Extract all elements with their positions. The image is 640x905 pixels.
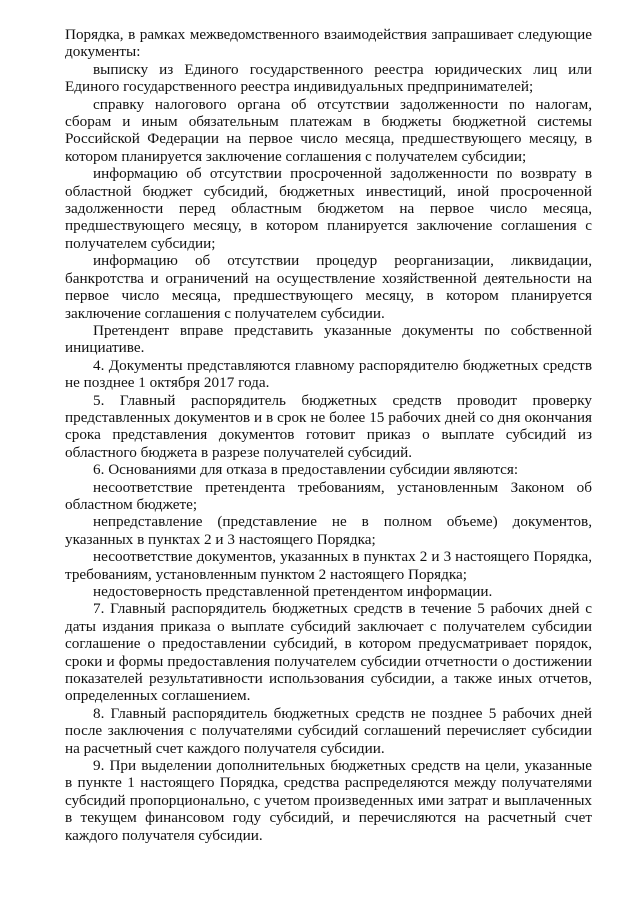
paragraph-reorganization-info: информацию об отсутствии процедур реорганизации, ликвидации, банкротства и ограничений на осуществление хозяйственной деятельности на первое число месяца, предшествующего месяцу, в котором планируется заключение соглашения с получателем субсидии. bbox=[65, 252, 592, 322]
paragraph-refusal-unreliable: недостоверность представленной претендентом информации. bbox=[93, 583, 493, 600]
paragraph-refusal-nonconformity: несоответствие претендента требованиям, установленным Законом об областном бюджете; bbox=[65, 478, 592, 513]
paragraph-item-8: 8. Главный распорядитель бюджетных средств не позднее 5 рабочих дней после заключения с получателями субсидий соглашений перечисляет субсидии на расчетный счет каждого получателя субсидии. bbox=[65, 704, 592, 757]
paragraph-item-7: 7. Главный распорядитель бюджетных средств в течение 5 рабочих дней с даты издания приказа о выплате субсидий заключает с получателем субсидии соглашение о предоставлении субсидий, в котором предусматривает порядок, сроки и формы предоставления получателем субсидии отчетности о достижении показателей результативности использования субсидии, а также иных отчетов, определенных соглашением. bbox=[65, 600, 592, 705]
paragraph-request-documents: Порядка, в рамках межведомственного взаимодействия запрашивает следующие документы: bbox=[65, 26, 592, 61]
paragraph-tax-certificate: справку налогового органа об отсутствии задолженности по налогам, сборам и иным обязательным платежам в бюджеты бюджетной системы Российской Федерации на первое число месяца, предшествующего месяцу, в котором планируется заключение соглашения с получателем субсидии; bbox=[65, 95, 592, 165]
paragraph-item-9: 9. При выделении дополнительных бюджетных средств на цели, указанные в пункте 1 настоящего Порядка, средства распределяются между получателями субсидий пропорционально, с учетом произведенных ими затрат и выплаченных в текущем финансовом году субсидий, и перечисляются на расчетный счет каждого получателя субсидии. bbox=[65, 757, 592, 844]
paragraph-item-6: 6. Основаниями для отказа в предоставлении субсидии являются: bbox=[93, 461, 519, 479]
paragraph-refusal-nonsubmission: непредставление (представление не в полном объеме) документов, указанных в пунктах 2 и 3 настоящего Порядка; bbox=[65, 513, 592, 548]
paragraph-own-initiative: Претендент вправе представить указанные документы по собственной инициативе. bbox=[65, 321, 592, 357]
paragraph-item-4: 4. Документы представляются главному распорядителю бюджетных средств не позднее 1 октября 2017 года. bbox=[65, 356, 592, 392]
paragraph-item-5: 5. Главный распорядитель бюджетных средств проводит проверку представленных документов и в срок не более 15 рабочих дней со дня окончания срока представления документов готовит приказ о выплате субсидий из областного бюджета в разрезе получателей субсидий. bbox=[65, 391, 592, 461]
document-page bbox=[65, 26, 592, 844]
paragraph-egrul-extract: выписку из Единого государственного реестра юридических лиц или Единого государственного реестра индивидуальных предпринимателей; bbox=[65, 60, 592, 96]
paragraph-overdue-debt-info: информацию об отсутствии просроченной задолженности по возврату в областной бюджет субсидий, бюджетных инвестиций, иной просроченной задолженности перед областным бюджетом на первое число месяца, предшествующего месяцу, в котором планируется заключение соглашения с получателем субсидии; bbox=[65, 165, 592, 252]
paragraph-refusal-documents: несоответствие документов, указанных в пунктах 2 и 3 настоящего Порядка, требованиям, установленным пунктом 2 настоящего Порядка; bbox=[65, 548, 592, 583]
